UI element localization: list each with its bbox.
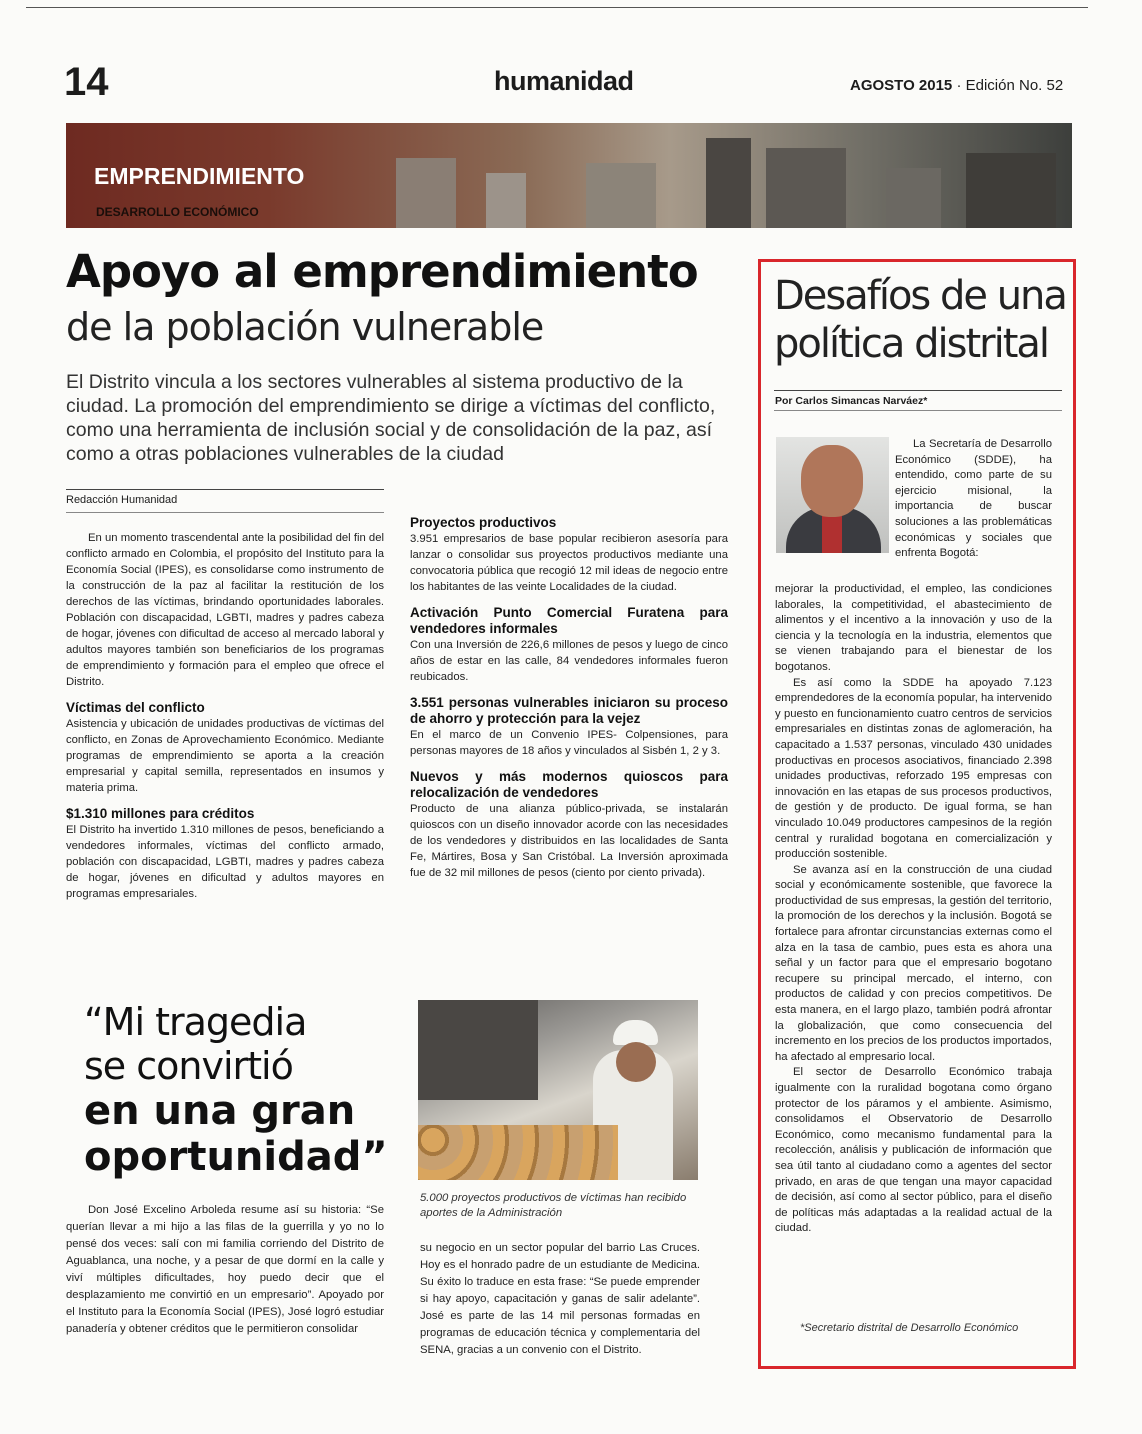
city-building (396, 158, 456, 228)
city-building (486, 173, 526, 228)
edition-separator: · (956, 77, 962, 94)
sidebar-paragraph: Es así como la SDDE ha apoyado 7.123 emprendedores de la economía popular, ha intervenido y puesto en funcionamiento cuatro centros de servicios empresariales en distintas zonas de aglomeración, ha capacitado a 1.537 personas, vinculado 430 unidades productivas en procesos asociativos, financiado 2.398 unidades productivas, reforzado 195 empresas con innovación en las etapas de sus procesos productivos, de gestión y de producto. De igual forma, se han vinculado 10.049 productores campesinos de la región central y ruralidad bogotana en comercialización y producción sostenible. (775, 676, 1052, 861)
byline-rule (66, 489, 384, 490)
section-banner (66, 123, 1072, 228)
baker-photo (418, 1000, 698, 1180)
story-column-right (420, 1240, 700, 1359)
creditos-paragraph: El Distrito ha invertido 1.310 millones de pesos, beneficiando a vendedores informales, víctimas del conflicto armado, población con discapacidad, LGBTI, madres y padres cabeza de hogar, jóvenes en dificultad y adultos mayores en programas empresariales. (66, 824, 384, 900)
city-building (586, 163, 656, 228)
banner-subkicker: DESARROLLO ECONÓMICO (96, 205, 259, 219)
section-name: humanidad (494, 66, 634, 96)
sidebar-wrap-text (895, 437, 1052, 562)
sidebar-title-line: política distrital (774, 321, 1048, 367)
sidebar-paragraph: Se avanza así en la construcción de una ciudad social y económicamente sostenible, que favorece la productividad de sus empresas, la gestión del territorio, la promoción de los derechos y la inclusión. Bogotá se fortalece para afrontar circunstancias externas como el alza en la tasa de cambio, pues esta es ahora una señal y un factor para que el empresario bogotano recupere su principal mercado, el interno, con productos de calidad y con precios competitivos. De esta manera, en el largo plazo, también podrá afrontar la globalización, que como consecuencia del incremento en los precios de los productos importados, ha afectado al empresario local. (775, 863, 1052, 1063)
sidebar-title-line: Desafíos de una (774, 273, 1066, 319)
victimas-heading: Víctimas del conflicto (66, 700, 205, 715)
top-rule (26, 7, 1088, 8)
sidebar-paragraph: mejorar la productividad, el empleo, las condiciones laborales, la competitividad, el abastecimiento de alimentos y el incentivo a la innovación y uso de la ciencia y la tecnología en la industria, elementos que se vienen trabajando para el bienestar de los bogotanos. (775, 583, 1052, 673)
sidebar-rule (774, 410, 1062, 411)
sidebar-footnote: *Secretario distrital de Desarrollo Económico (800, 1322, 1019, 1334)
quote-line: en una gran (84, 1088, 356, 1134)
furatena-paragraph: Con una Inversión de 226,6 millones de pesos y luego de cinco años de estar en las calle, 84 vendedores informales fueron reubicados. (410, 639, 728, 683)
portrait-face (801, 445, 863, 517)
main-subheadline: de la población vulnerable (66, 305, 544, 349)
city-building (886, 168, 941, 228)
baker-face (616, 1042, 656, 1082)
photo-caption: 5.000 proyectos productivos de víctimas han recibido aportes de la Administración (420, 1192, 687, 1219)
sidebar-title (774, 272, 1066, 368)
quote-line: “Mi tragedia (84, 1000, 307, 1044)
article-column-2 (410, 505, 728, 881)
furatena-heading: Activación Punto Comercial Furatena para vendedores informales (410, 605, 728, 636)
proyectos-paragraph: 3.951 empresarios de base popular recibieron asesoría para lanzar o consolidar sus proyectos productivos mediante una convocatoria pública que recogió 12 mil ideas de negocio entre los habitantes de las veinte Localidades de la ciudad. (410, 533, 728, 593)
edition-month: AGOSTO 2015 (850, 77, 953, 94)
byline-rule (66, 512, 384, 513)
victimas-paragraph: Asistencia y ubicación de unidades productivas de víctimas del conflicto, en Zonas de Aprovechamiento Económico. Mediante programas de emprendimiento se aporta a la creación empresarial y capital semilla, representados en insumos y materia prima. (66, 718, 384, 794)
ahorro-heading: 3.551 personas vulnerables iniciaron su proceso de ahorro y protección para la vejez (410, 695, 728, 726)
story-paragraph: Don José Excelino Arboleda resume así su historia: “Se querían llevar a mi hijo a las filas de la guerrilla y yo no lo pensé dos veces: salí con mi familia corriendo del Distrito de Aguablanca, una noche, y a pesar de que dormí en la calle y viví múltiples dificultades, hoy puedo decir que el desplazamiento me convirtió en un empresario”. Apoyado por el Instituto para la Economía Social (IPES), José logró estudiar panadería y obtener créditos que le permitieron consolidar (66, 1204, 384, 1335)
article-column-1 (66, 530, 384, 902)
edition-number: Edición No. 52 (965, 77, 1064, 94)
main-headline: Apoyo al emprendimiento (66, 245, 698, 298)
quote-line: oportunidad” (84, 1134, 388, 1180)
creditos-heading: $1.310 millones para créditos (66, 806, 255, 821)
city-building (766, 148, 846, 228)
sidebar-paragraph: La Secretaría de Desarrollo Económico (SDDE), ha entendido, como parte de su ejercicio misional, la importancia de buscar soluciones a las problemáticas económicas y sociales que enfrenta Bogotá: (895, 438, 1052, 560)
proyectos-heading: Proyectos productivos (410, 515, 557, 530)
ahorro-paragraph: En el marco de un Convenio IPES- Colpensiones, para personas mayores de 18 años y vinculados al Sisbén 1, 2 y 3. (410, 729, 728, 757)
portrait-tie (822, 512, 842, 553)
page-number: 14 (64, 60, 109, 104)
sidebar-rule (774, 390, 1062, 391)
bread-tray (418, 1125, 618, 1180)
story-column-left (66, 1202, 384, 1338)
banner-kicker: EMPRENDIMIENTO (94, 163, 305, 189)
author-portrait (776, 437, 889, 553)
oven-shape (418, 1000, 538, 1100)
sidebar-column (775, 582, 1052, 1237)
lead-paragraph: El Distrito vincula a los sectores vulnerables al sistema productivo de la ciudad. La promoción del emprendimiento se dirige a víctimas del conflicto, como una herramienta de inclusión social y de consolidación de la paz, así como a otras poblaciones vulnerables de la ciudad (66, 371, 716, 465)
sidebar-byline: Por Carlos Simancas Narváez* (775, 395, 928, 407)
quioscos-paragraph: Producto de una alianza público-privada, se instalarán quioscos con un diseño innovador acorde con las necesidades de los vendedores y distribuidos en las localidades de Santa Fe, Mártires, Bosa y San Cristóbal. La Inversión aproximada fue de 32 mil millones de pesos (ciento por ciento privada). (410, 803, 728, 879)
city-building (966, 153, 1056, 228)
city-building (706, 138, 751, 228)
story-paragraph: su negocio en un sector popular del barrio Las Cruces. Hoy es el honrado padre de un estudiante de Medicina. Su éxito lo traduce en esta frase: “Se puede emprender si hay apoyo, capacitación y ganas de salir adelante”. José es parte de las 14 mil personas formadas en programas de educación técnica y complementaria del SENA, gracias a un convenio con el Distrito. (420, 1242, 700, 1356)
edition-info (850, 77, 1063, 94)
pull-quote (84, 1000, 388, 1180)
byline: Redacción Humanidad (66, 494, 178, 506)
quote-line: se convirtió (84, 1044, 293, 1088)
sidebar-paragraph: El sector de Desarrollo Económico trabaja igualmente con la ruralidad bogotana como órgano protector de los páramos y el ambiente. Asimismo, consolidamos el Observatorio de Desarrollo Económico, como mecanismo fundamental para la recolección, análisis y publicación de información que sea útil tanto al ciudadano como a agentes del sector privado, en aras de que tengan una mayor capacidad de decisión, así como al sector público, para el diseño de políticas más adaptadas a la realidad actual de la ciudad. (775, 1066, 1052, 1235)
intro-paragraph: En un momento trascendental ante la posibilidad del fin del conflicto armado en Colombia, el propósito del Instituto para la Economía Social (IPES), es consolidarse como instrumento de la construcción de la paz al facilitar la restitución de los derechos de las víctimas, brindando oportunidades laborales. Población con discapacidad, LGBTI, madres y padres cabeza de hogar, jóvenes con dificultad de acceso al mercado laboral y adultos mayores también son beneficiarios de los programas de emprendimiento y formación para el empleo que ofrece el Distrito. (66, 532, 384, 688)
quioscos-heading: Nuevos y más modernos quioscos para relocalización de vendedores (410, 769, 728, 800)
